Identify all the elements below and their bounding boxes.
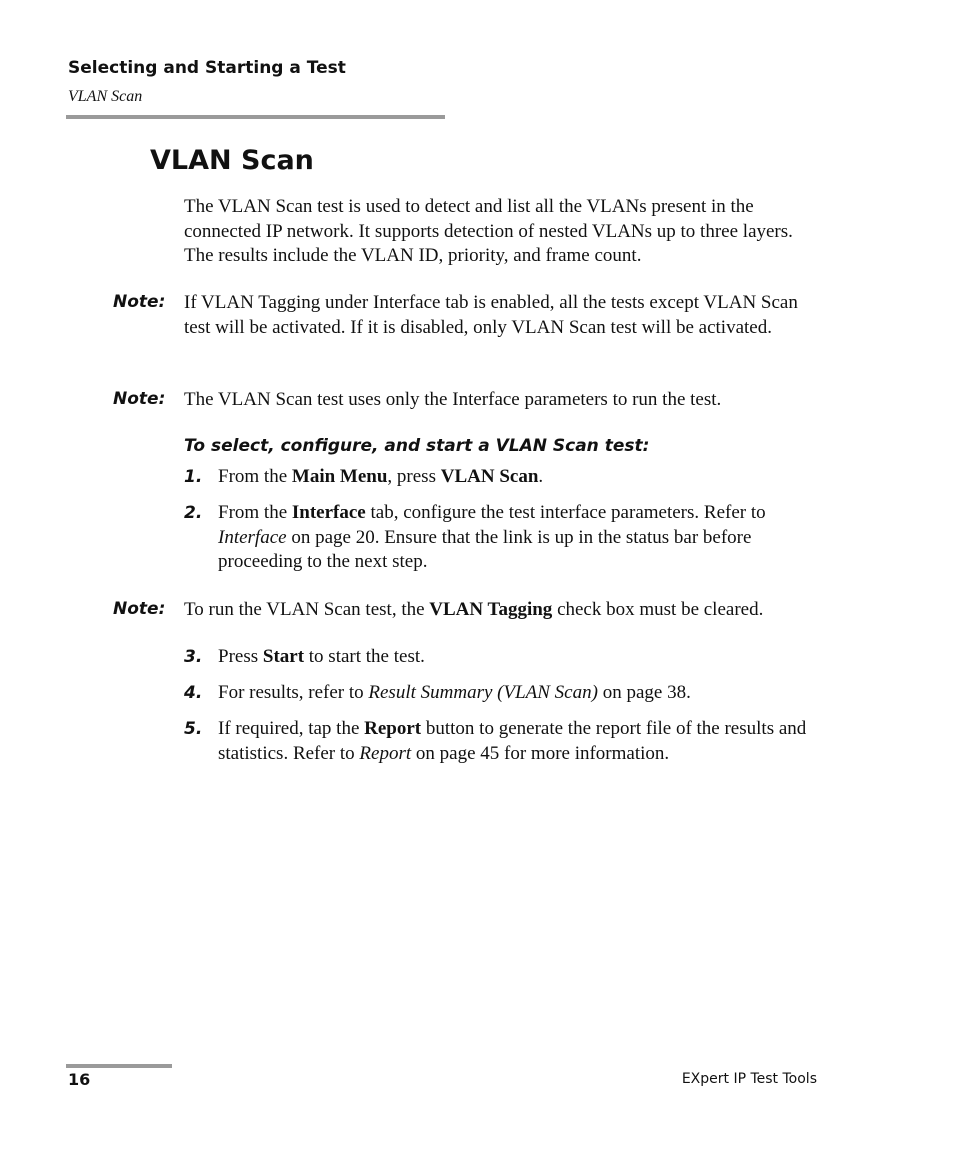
note-label: Note: xyxy=(113,389,166,409)
page-heading: VLAN Scan xyxy=(150,145,314,176)
footer-rule xyxy=(66,1064,172,1068)
note-text: To run the VLAN Scan test, the VLAN Tagging check box must be cleared. xyxy=(184,599,764,620)
note-label: Note: xyxy=(113,599,166,619)
cross-reference: Report xyxy=(359,742,412,764)
step-number: 2. xyxy=(184,503,203,523)
cross-reference: Result Summary (VLAN Scan) xyxy=(368,682,598,703)
note-text: The VLAN Scan test uses only the Interface parameters to run the test. xyxy=(184,389,722,410)
step-text: From the Interface tab, configure the test interface parameters. Refer to Interface on page 20. Ensure that the link is up in the status bar before proceeding to the next step. xyxy=(218,502,766,572)
step-text: Press Start to start the test. xyxy=(218,646,425,667)
step-text: From the Main Menu, press VLAN Scan. xyxy=(218,466,544,487)
step-number: 5. xyxy=(184,719,203,739)
section-title: Selecting and Starting a Test xyxy=(68,58,346,78)
product-name: EXpert IP Test Tools xyxy=(681,1071,817,1087)
page-number: 16 xyxy=(68,1070,91,1089)
step-number: 3. xyxy=(184,647,203,667)
step-number: 1. xyxy=(184,467,203,487)
step-text: If required, tap the Report button to generate the report file of the results and statistics. Refer to Report on page 45 for more information. xyxy=(218,718,807,764)
step-number: 4. xyxy=(184,683,203,703)
note-text: If VLAN Tagging under Interface tab is enabled, all the tests except VLAN Scan test will be activated. If it is disabled, only VLAN Scan test will be activated. xyxy=(184,292,798,338)
note-label: Note: xyxy=(113,292,166,312)
subsection-title: VLAN Scan xyxy=(68,88,143,105)
step-text: For results, refer to Result Summary (VLAN Scan) on page 38. xyxy=(218,682,691,703)
cross-reference: Interface xyxy=(218,526,287,548)
intro-paragraph: The VLAN Scan test is used to detect and list all the VLANs present in the connected IP network. It supports detection of nested VLANs up to three layers. The results include the VLAN ID, priority, and frame count. xyxy=(184,196,793,266)
procedure-title: To select, configure, and start a VLAN Scan test: xyxy=(184,436,650,456)
header-rule xyxy=(66,115,445,119)
